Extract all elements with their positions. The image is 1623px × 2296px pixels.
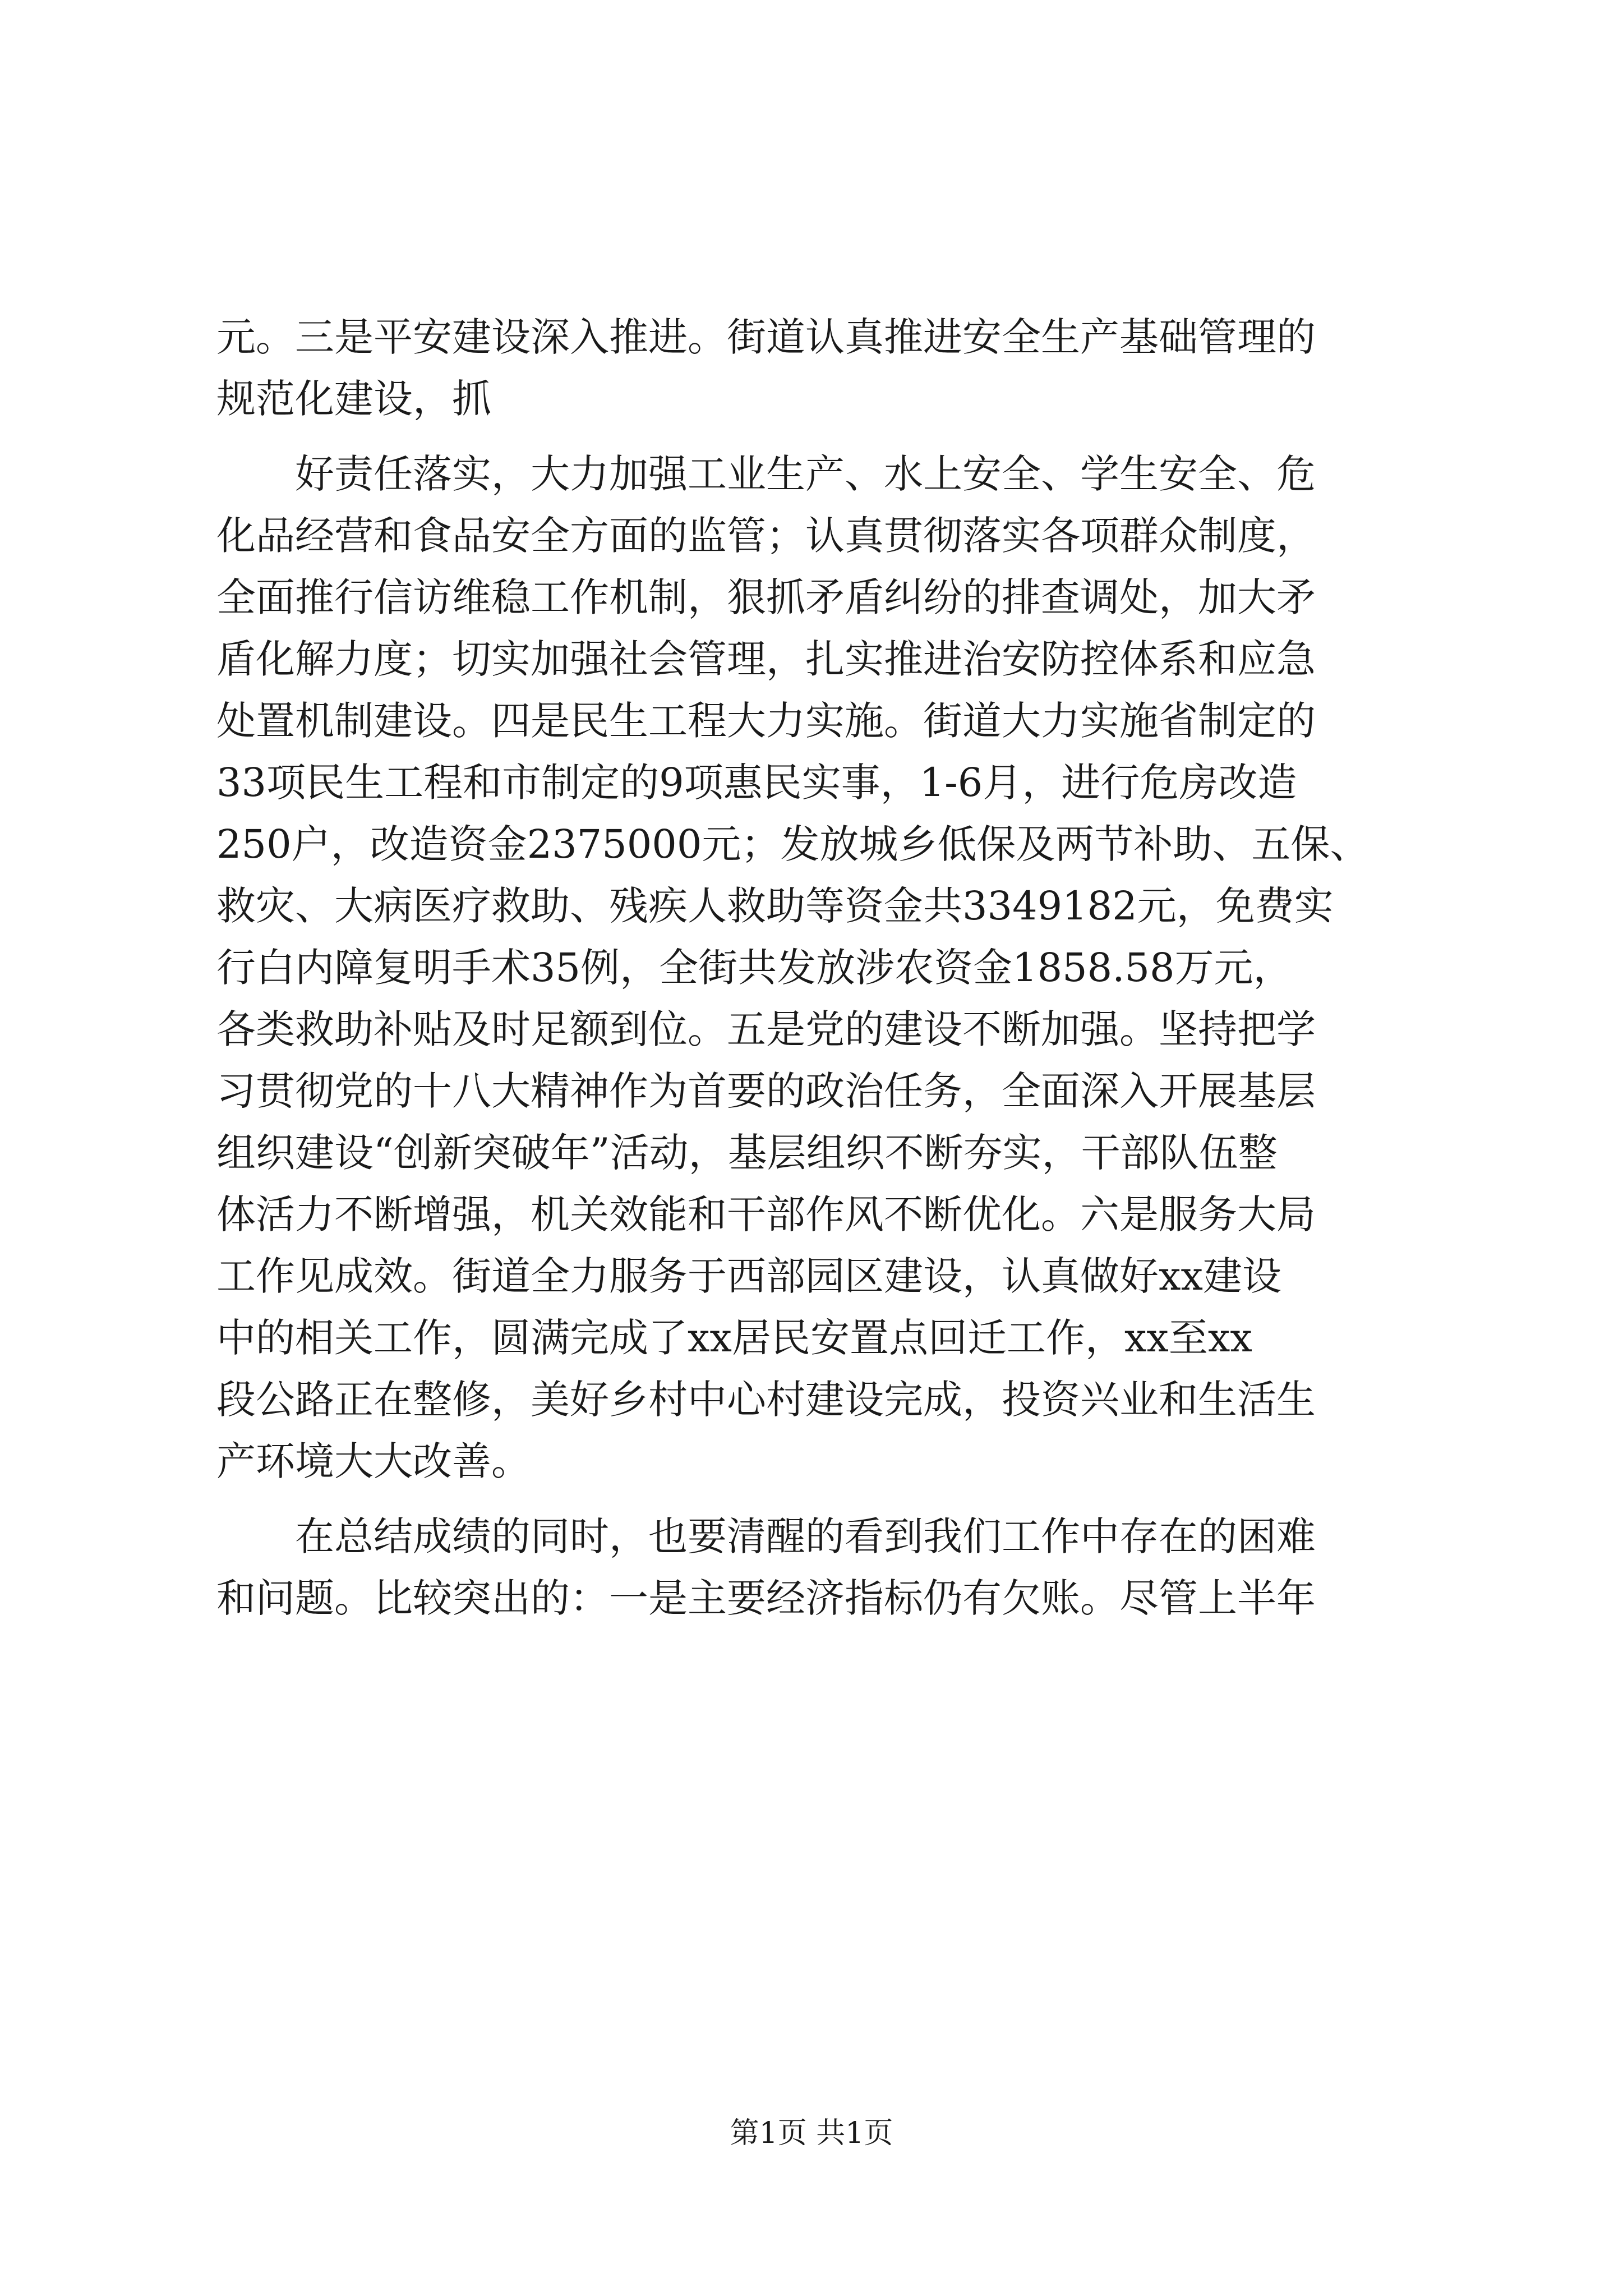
text-line: 在总结成绩的同时，也要清醒的看到我们工作中存在的困难 [216, 1513, 1316, 1559]
text-line: 救灾、大病医疗救助、残疾人救助等资金共3349182元，免费实 [216, 883, 1334, 929]
text-line: 处置机制建设。四是民生工程大力实施。街道大力实施省制定的 [216, 698, 1316, 744]
text-line: 各类救助补贴及时足额到位。五是党的建设不断加强。坚持把学 [216, 1006, 1316, 1052]
text-line: 元。三是平安建设深入推进。街道认真推进安全生产基础管理的 [216, 314, 1316, 360]
text-line: 盾化解力度；切实加强社会管理，扎实推进治安防控体系和应急 [216, 636, 1316, 682]
text-line: 组织建设“创新突破年”活动，基层组织不断夯实，干部队伍整 [216, 1130, 1278, 1176]
text-line: 习贯彻党的十八大精神作为首要的政治任务，全面深入开展基层 [216, 1068, 1316, 1114]
text-line: 250户，改造资金2375000元；发放城乡低保及两节补助、五保、 [216, 821, 1370, 867]
page-footer [0, 2109, 1623, 2151]
paragraph-gap [216, 1492, 1422, 1506]
text-line: 好责任落实，大力加强工业生产、水上安全、学生安全、危 [216, 451, 1316, 497]
text-line: 产环境大大改善。 [216, 1438, 531, 1484]
text-line: 规范化建设，抓 [216, 376, 491, 422]
text-line: 33项民生工程和市制定的9项惠民实事，1-6月，进行危房改造 [216, 760, 1297, 806]
text-line: 和问题。比较突出的：一是主要经济指标仍有欠账。尽管上半年 [216, 1575, 1316, 1621]
paragraph-gap [216, 430, 1422, 443]
text-line: 中的相关工作，圆满完成了xx居民安置点回迁工作，xx至xx [216, 1315, 1252, 1361]
page-number-label: 第1页 共1页 [730, 2116, 893, 2150]
text-line: 工作见成效。街道全力服务于西部园区建设，认真做好xx建设 [216, 1253, 1281, 1299]
text-line: 全面推行信访维稳工作机制，狠抓矛盾纠纷的排查调处，加大矛 [216, 574, 1316, 620]
document-body [216, 306, 1422, 1629]
text-line: 化品经营和食品安全方面的监管；认真贯彻落实各项群众制度， [216, 513, 1316, 559]
text-line: 段公路正在整修，美好乡村中心村建设完成，投资兴业和生活生 [216, 1377, 1316, 1423]
text-line: 体活力不断增强，机关效能和干部作风不断优化。六是服务大局 [216, 1191, 1316, 1237]
text-line: 行白内障复明手术35例，全街共发放涉农资金1858.58万元， [216, 945, 1293, 991]
